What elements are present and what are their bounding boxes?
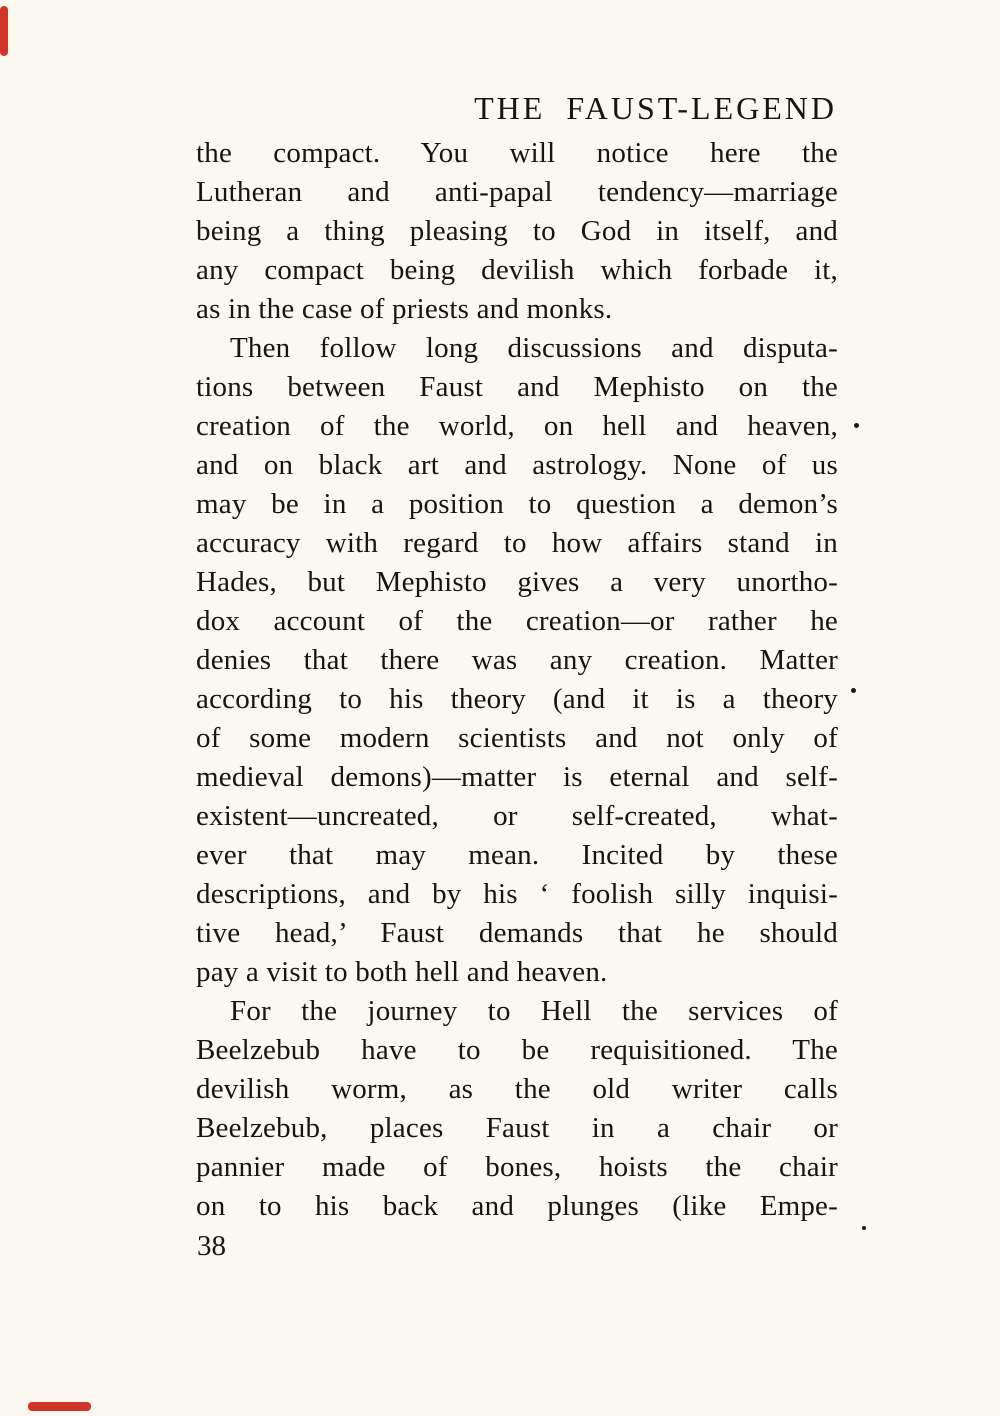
text-line: accuracy with regard to how affairs stand in <box>196 527 838 559</box>
text-line: according to his theory (and it is a theory <box>196 683 838 715</box>
text-line: dox account of the creation—or rather he <box>196 605 838 637</box>
text-line: descriptions, and by his ‘ foolish silly inquisi- <box>196 878 838 910</box>
text-line: and on black art and astrology. None of us <box>196 449 838 481</box>
text-line: of some modern scientists and not only of <box>196 722 838 754</box>
text-block <box>196 134 838 1226</box>
page-number: 38 <box>197 1230 226 1262</box>
text-line: devilish worm, as the old writer calls <box>196 1073 838 1105</box>
text-line: existent—uncreated, or self-created, what- <box>196 800 838 832</box>
running-head: THE FAUST-LEGEND <box>474 90 837 126</box>
text-line: Beelzebub have to be requisitioned. The <box>196 1034 838 1066</box>
text-line: Beelzebub, places Faust in a chair or <box>196 1112 838 1144</box>
text-line: the compact. You will notice here the <box>196 137 838 169</box>
text-line: medieval demons)—matter is eternal and self- <box>196 761 838 793</box>
text-line: on to his back and plunges (like Empe- <box>196 1190 838 1222</box>
ink-speck <box>854 423 859 428</box>
text-line: as in the case of priests and monks. <box>196 293 613 325</box>
text-line: creation of the world, on hell and heaven, <box>196 410 838 442</box>
text-line: denies that there was any creation. Matter <box>196 644 838 676</box>
text-line: any compact being devilish which forbade it, <box>196 254 838 286</box>
text-line: Then follow long discussions and disputa- <box>230 332 838 364</box>
text-line: tions between Faust and Mephisto on the <box>196 371 838 403</box>
text-line: ever that may mean. Incited by these <box>196 839 838 871</box>
red-edge-mark <box>0 6 8 56</box>
ink-speck <box>862 1226 866 1230</box>
text-line: For the journey to Hell the services of <box>230 995 838 1027</box>
text-line: pannier made of bones, hoists the chair <box>196 1151 838 1183</box>
red-edge-mark <box>28 1402 91 1411</box>
text-line: being a thing pleasing to God in itself, and <box>196 215 838 247</box>
text-line: tive head,’ Faust demands that he should <box>196 917 838 949</box>
text-line: may be in a position to question a demon’s <box>196 488 838 520</box>
text-line: Lutheran and anti-papal tendency—marriage <box>196 176 838 208</box>
text-line: Hades, but Mephisto gives a very unortho- <box>196 566 838 598</box>
text-line: pay a visit to both hell and heaven. <box>196 956 608 988</box>
ink-speck <box>851 688 856 693</box>
